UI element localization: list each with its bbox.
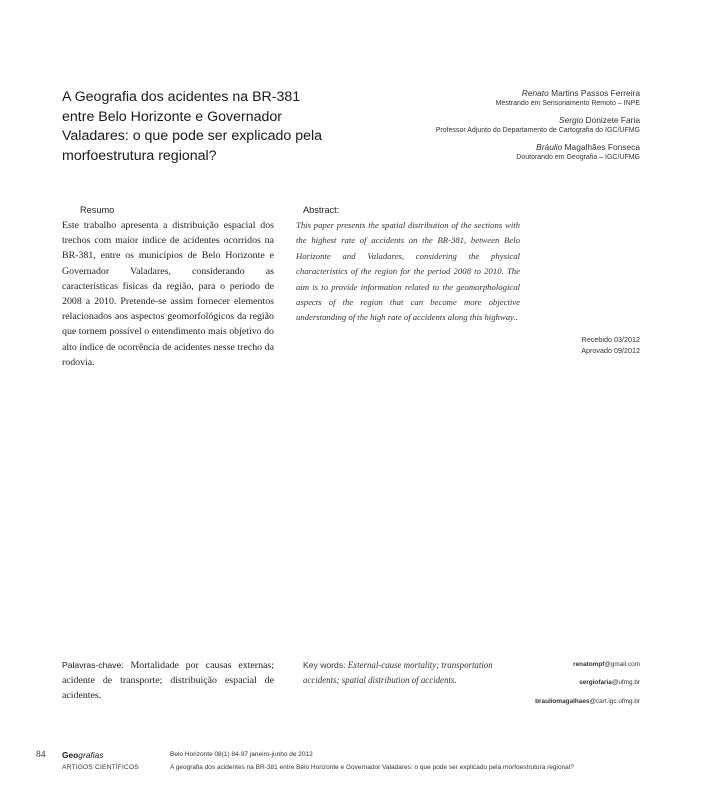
approved-date: Aprovado 09/2012 [581, 346, 640, 355]
abstract-body: This paper presents the spatial distribution of the sections with the highest rate of accidents on the BR-381, between Belo Horizonte and Valadares, considering the physical characteristics of the region for the period 2008 to 2010. The aim is to provide information related to the geomorphological aspects of the region that can become more objective understanding of the high rate of accidents along this highway.. [296, 220, 520, 323]
author-first-name: Sergio [558, 115, 584, 125]
author-name [436, 115, 640, 126]
author-affiliation: Professor Adjunto do Departamento de Cartografia do IGC/UFMG [435, 127, 640, 134]
author-first-name: Renato [521, 88, 549, 98]
author-name [516, 142, 640, 153]
keywords-pt [62, 658, 274, 704]
article-title: A Geografia dos acidentes na BR-381 entre Belo Horizonte e Governador Valadares: o que pode ser explicado pela morfoestrutura regional? [62, 89, 323, 164]
email-3[interactable]: brauliomagalhaes@cart.igc.ufmg.br [535, 698, 640, 705]
resumo-heading: Resumo [80, 205, 115, 215]
author-block-2 [436, 115, 640, 135]
email-1[interactable]: renatompf@gmail.com [573, 661, 640, 668]
received-date: Recebido 03/2012 [581, 335, 640, 344]
keywords-pt-text: Mortalidade por causas externas; acidente de transporte; distribuição espacial de acidentes. [62, 660, 274, 702]
author-block-3 [516, 142, 640, 162]
author-first-name: Bráulio [536, 142, 563, 152]
abstract-heading: Abstract: [303, 205, 340, 215]
author-name [496, 88, 640, 99]
keywords-en-label: Key words: [303, 660, 346, 670]
running-title: A geografia dos acidentes na BR-381 entre Belo Horizonte e Governador Valadares: o que pode ser explicado pela morfoestrutura regional? [170, 764, 574, 771]
keywords-en-text: External-cause mortality; transportation accidents; spatial distribution of accidents. [303, 660, 493, 686]
page-number: 84 [36, 750, 46, 760]
keywords-pt-label: Palavras-chave: [62, 660, 124, 670]
author-affiliation: Mestrando em Sensoriamento Remoto – INPE [495, 100, 640, 107]
author-last-name: Donizete Faria [583, 115, 640, 125]
author-affiliation: Doutorando em Geografia – IGC/UFMG [516, 154, 640, 161]
keywords-en [303, 658, 521, 688]
author-last-name: Martins Passos Ferreira [548, 88, 640, 98]
author-last-name: Magalhães Fonseca [562, 142, 640, 152]
section-name: ARTIGOS CIENTÍFICOS [62, 764, 139, 771]
resumo-body: Este trabalho apresenta a distribuição espacial dos trechos com maior índice de acidentes ocorridos na BR-381, entre os municípios de Belo Horizonte e Governador Valadares, considerando as características físicas da região, para o período de 2008 a 2010. Pretende-se assim fornecer elementos relacionados aos aspectos geomorfológicos da região que tornem possível o entendimento mais objetivo do alto índice de ocorrência de acidentes nesse trecho da rodovia. [62, 220, 274, 368]
email-2[interactable]: sergiofaria@ufmg.br [579, 679, 640, 686]
author-block-1 [496, 88, 640, 108]
journal-name: Geografias [62, 750, 104, 760]
issue-info: Belo Horizonte 08(1) 84-97 janeiro-junho de 2012 [170, 751, 313, 758]
